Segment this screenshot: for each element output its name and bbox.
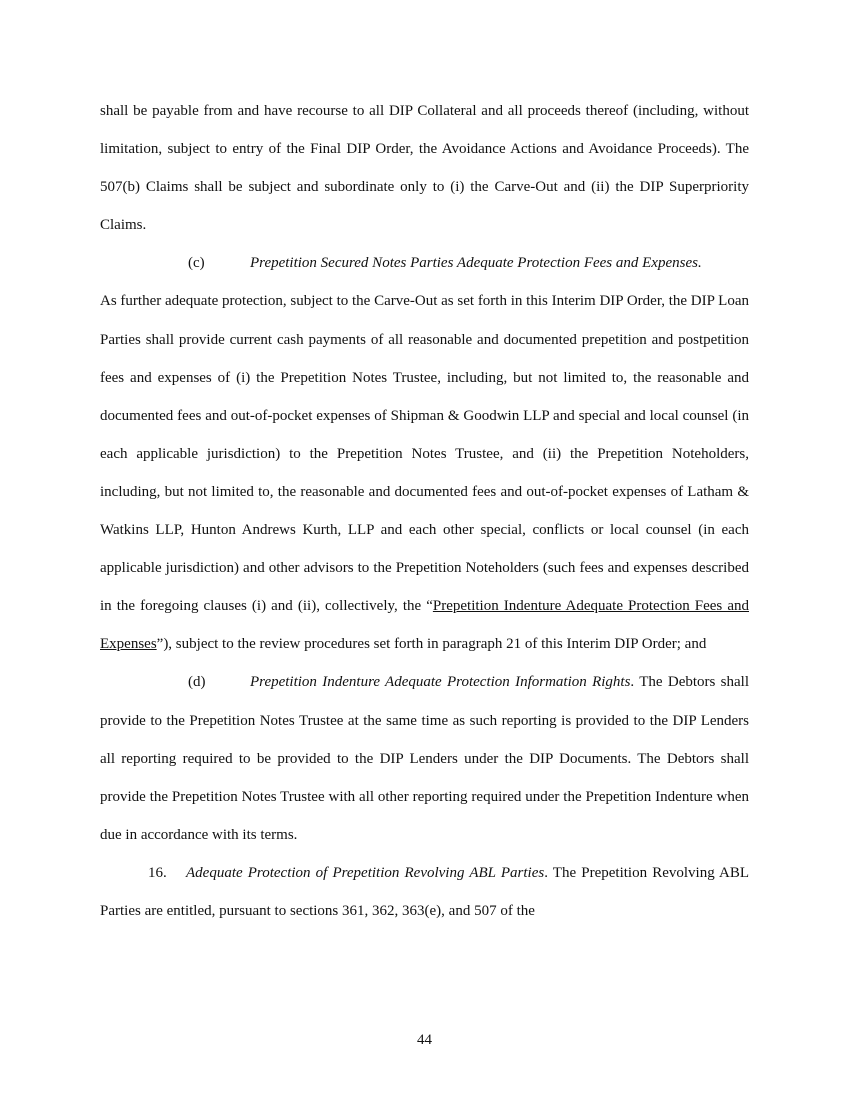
subparagraph-d — [100, 663, 749, 853]
document-page — [100, 92, 749, 930]
paragraph-16-label: 16. — [148, 864, 167, 881]
paragraph-16-heading: Adequate Protection of Prepetition Revolving ABL Parties — [186, 864, 545, 881]
subparagraph-d-body: . The Debtors shall provide to the Prepetition Notes Trustee at the same time as such reporting is provided to the DIP Lenders all reporting required to be provided to the DIP Lenders under the DIP Documents. The Debtors shall provide the Prepetition Notes Trustee with all other reporting required under the Prepetition Indenture when due in accordance with its terms. — [100, 674, 749, 843]
subparagraph-c — [100, 244, 749, 663]
subparagraph-c-heading: Prepetition Secured Notes Parties Adequate Protection Fees and Expenses. — [250, 255, 702, 272]
subparagraph-c-body-before: As further adequate protection, subject to the Carve-Out as set forth in this Interim DIP Order, the DIP Loan Parties shall provide current cash payments of all reasonable and documented prepetition and postpetition fees and expenses of (i) the Prepetition Notes Trustee, including, but not limited to, the reasonable and documented fees and out-of-pocket expenses of Shipman & Goodwin LLP and special and local counsel (in each applicable jurisdiction) to the Prepetition Notes Trustee, and (ii) the Prepetition Noteholders, including, but not limited to, the reasonable and documented fees and out-of-pocket expenses of Latham & Watkins LLP, Hunton Andrews Kurth, LLP and each other special, conflicts or local counsel (in each applicable jurisdiction) and other advisors to the Prepetition Noteholders (such fees and expenses described in the foregoing clauses (i) and (ii), collectively, the “ — [100, 293, 749, 615]
defined-term: Prepetition Indenture Adequate Protection Fees and Expenses — [100, 598, 749, 653]
paragraph-16 — [100, 854, 749, 930]
paragraph-continuation: shall be payable from and have recourse to all DIP Collateral and all proceeds thereof (including, without limitation, subject to entry of the Final DIP Order, the Avoidance Actions and Avoidance Proceeds). The 507(b) Claims shall be subject and subordinate only to (i) the Carve-Out and (ii) the DIP Superpriority Claims. — [100, 103, 749, 234]
subparagraph-c-label: (c) — [188, 255, 205, 272]
subparagraph-d-label: (d) — [188, 674, 206, 691]
subparagraph-c-body-after: ”), subject to the review procedures set forth in paragraph 21 of this Interim DIP Order; and — [156, 636, 707, 653]
page-number: 44 — [417, 1032, 432, 1048]
paragraph-16-body: . The Prepetition Revolving ABL Parties are entitled, pursuant to sections 361, 362, 363(e), and 507 of the — [100, 864, 750, 919]
subparagraph-d-heading: Prepetition Indenture Adequate Protection Information Rights — [250, 674, 631, 691]
